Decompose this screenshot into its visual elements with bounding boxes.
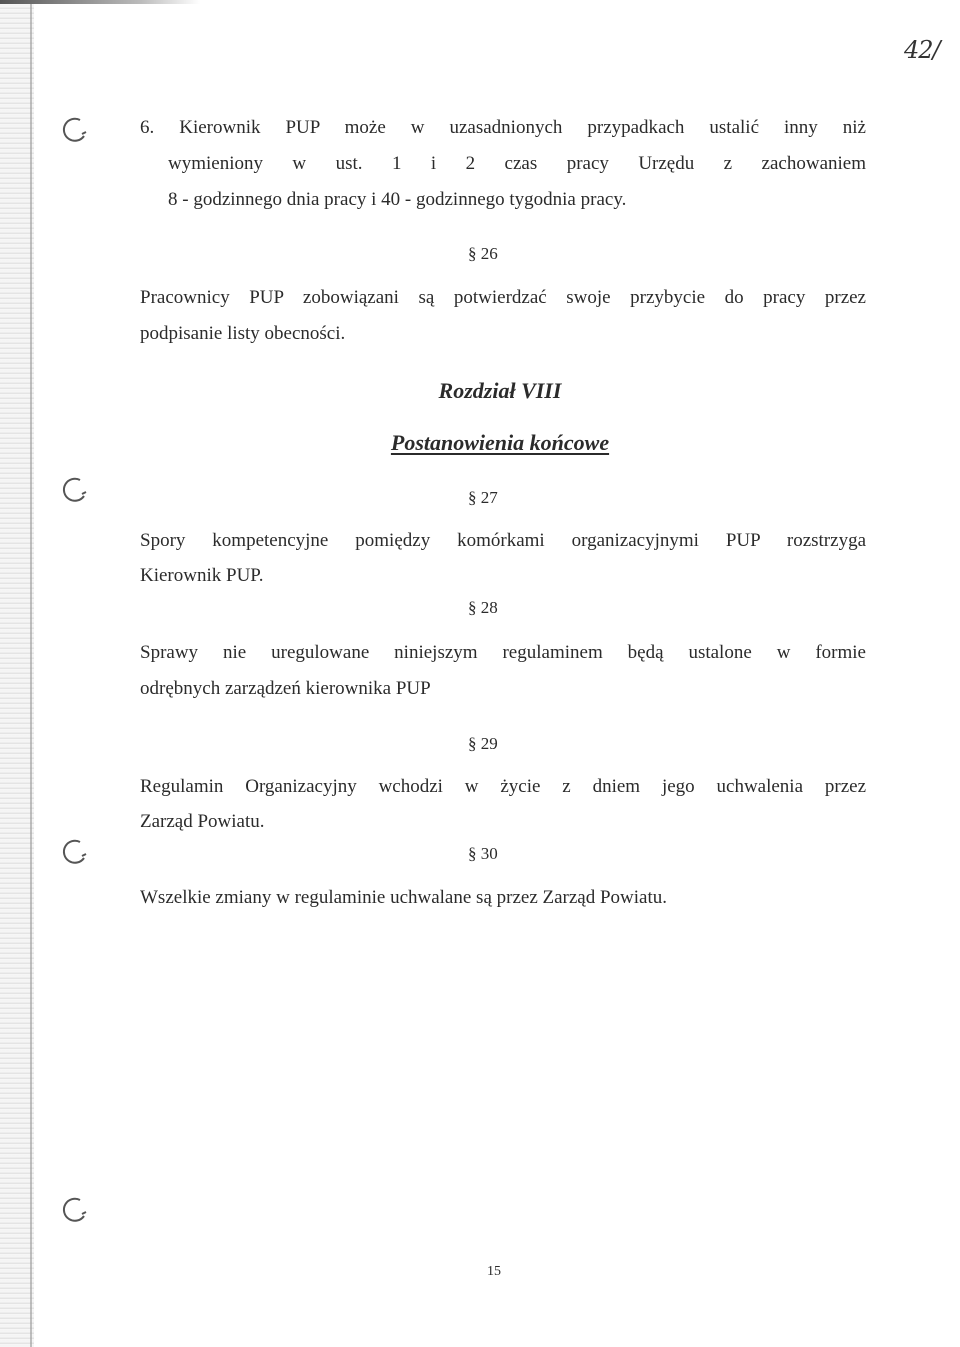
- section-26-line-2: podpisanie listy obecności.: [140, 323, 346, 344]
- page-number: 15: [487, 1264, 501, 1279]
- section-30-line-1: Wszelkie zmiany w regulaminie uchwalane są przez Zarząd Powiatu.: [140, 887, 668, 908]
- scan-binding-edge: [0, 0, 34, 1347]
- section-26-heading: § 26: [468, 244, 498, 263]
- punch-hole-icon: [58, 474, 88, 504]
- punch-hole-icon: [58, 836, 88, 866]
- section-27-line-1: Spory kompetencyjne pomiędzy komórkami organizacyjnymi PUP rozstrzyga: [140, 530, 866, 551]
- section-27-heading: § 27: [468, 488, 498, 507]
- punch-hole-icon: [58, 1194, 88, 1224]
- section-30-heading: § 30: [468, 844, 498, 863]
- handwritten-page-note: 42/: [904, 36, 940, 64]
- scan-binding-line: [30, 0, 32, 1347]
- paragraph-6-line-3: 8 - godzinnego dnia pracy i 40 - godzinnego tygodnia pracy.: [168, 189, 627, 210]
- section-27-line-2: Kierownik PUP.: [140, 565, 264, 586]
- section-29-line-2: Zarząd Powiatu.: [140, 811, 265, 832]
- paragraph-6-line-1: 6. Kierownik PUP może w uzasadnionych przypadkach ustalić inny niż: [140, 117, 866, 138]
- section-29-heading: § 29: [468, 734, 498, 753]
- section-29-line-1: Regulamin Organizacyjny wchodzi w życie z dniem jego uchwalenia przez: [140, 776, 866, 797]
- chapter-number: Rozdział VIII: [438, 378, 562, 403]
- section-26-line-1: Pracownicy PUP zobowiązani są potwierdzać swoje przybycie do pracy przez: [140, 287, 866, 308]
- paragraph-6-line-2: wymieniony w ust. 1 i 2 czas pracy Urzędu z zachowaniem: [168, 153, 866, 174]
- section-28-line-2: odrębnych zarządzeń kierownika PUP: [140, 678, 431, 699]
- chapter-title: Postanowienia końcowe: [390, 430, 610, 455]
- punch-hole-icon: [58, 114, 88, 144]
- scan-top-mark: [0, 0, 200, 4]
- section-28-line-1: Sprawy nie uregulowane niniejszym regulaminem będą ustalone w formie: [140, 642, 866, 663]
- section-28-heading: § 28: [468, 598, 498, 617]
